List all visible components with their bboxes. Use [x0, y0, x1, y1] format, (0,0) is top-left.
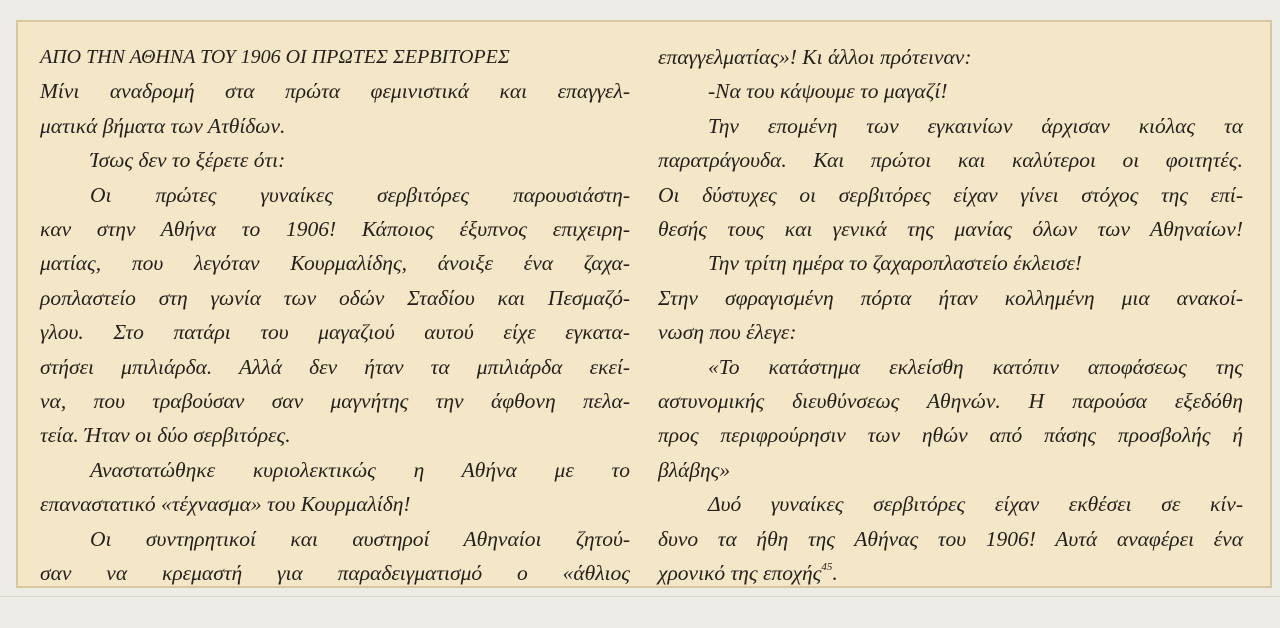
text-line: καν στην Αθήνα το 1906! Κάποιος έξυπνος επιχειρη- [40, 217, 630, 242]
text-line: Οι πρώτες γυναίκες σερβιτόρες παρουσιάστη- [90, 182, 630, 207]
final-period: . [832, 561, 838, 586]
text-line: σαν να κρεμαστή για παραδειγματισμό ο «άθλιος [40, 561, 630, 586]
text-line: ματικά βήματα των Ατθίδων. [40, 113, 286, 138]
text-line: Μίνι αναδρομή στα πρώτα φεμινιστικά και επαγγελ- [40, 79, 630, 104]
text-line: Αναστατώθηκε κυριολεκτικώς η Αθήνα με το [90, 457, 630, 482]
text-line: ματίας, που λεγόταν Κουρμαλίδης, άνοιξε ένα ζαχα- [40, 251, 630, 276]
quote-line: βλάβης» [658, 457, 731, 482]
text-line: παρατράγουδα. Και πρώτοι και καλύτεροι οι φοιτητές. [658, 148, 1243, 173]
quote-line: αστυνομικής διευθύνσεως Αθηνών. Η παρούσα εξεδόθη [658, 389, 1243, 414]
text-line: Ίσως δεν το ξέρετε ότι: [90, 148, 286, 173]
article-box [16, 20, 1272, 588]
text-line: Οι συντηρητικοί και αυστηροί Αθηναίοι ζητού- [90, 526, 630, 551]
text-line: δυνο τα ήθη της Αθήνας του 1906! Αυτά αναφέρει ένα [658, 526, 1243, 551]
text-line: επαναστατικό «τέχνασμα» του Κουρμαλίδη! [40, 492, 411, 517]
text-line: Την τρίτη ημέρα το ζαχαροπλαστείο έκλεισε! [708, 251, 1082, 276]
text-line: θεσής τους και γενικά της μανίας όλων των Αθηναίων! [658, 217, 1243, 242]
text-line: Οι δύστυχες οι σερβιτόρες είχαν γίνει στόχος της επί- [658, 182, 1243, 207]
text-line: γλου. Στο πατάρι του μαγαζιού αυτού είχε εγκατα- [40, 320, 630, 345]
text-line: -Να του κάψουμε το μαγαζί! [708, 79, 948, 104]
article-column-right [658, 40, 1243, 591]
text-line: Την επομένη των εγκαινίων άρχισαν κιόλας τα [708, 113, 1243, 138]
footnote-marker: 45 [821, 560, 833, 573]
text-line: Στην σφραγισμένη πόρτα ήταν κολλημένη μια ανακοί- [658, 285, 1243, 310]
quote-line: «Το κατάστημα εκλείσθη κατόπιν αποφάσεως της [708, 354, 1243, 379]
article-heading: ΑΠΟ ΤΗΝ ΑΘΗΝΑ ΤΟΥ 1906 ΟΙ ΠΡΩΤΕΣ ΣΕΡΒΙΤΟΡΕΣ [40, 46, 510, 68]
text-line: Δυό γυναίκες σερβιτόρες είχαν εκθέσει σε κίν- [708, 492, 1243, 517]
text-line-content: χρονικό της εποχής [658, 561, 822, 586]
text-line: στήσει μπιλιάρδα. Αλλά δεν ήταν τα μπιλιάρδα εκεί- [40, 354, 630, 379]
text-line: νωση που έλεγε: [658, 320, 797, 345]
text-line: ροπλαστείο στη γωνία των οδών Σταδίου και Πεσμαζό- [40, 285, 630, 310]
text-line-last [658, 556, 1243, 590]
text-line: να, που τραβούσαν σαν μαγνήτης την άφθονη πελα- [40, 389, 630, 414]
article-column-left [40, 40, 630, 591]
text-line: επαγγελματίας»! Κι άλλοι πρότειναν: [658, 45, 972, 69]
text-line: τεία. Ήταν οι δύο σερβιτόρες. [40, 423, 291, 448]
bottom-divider [0, 596, 1280, 597]
quote-line: προς περιφρούρησιν των ηθών από πάσης προσβολής ή [658, 423, 1243, 448]
